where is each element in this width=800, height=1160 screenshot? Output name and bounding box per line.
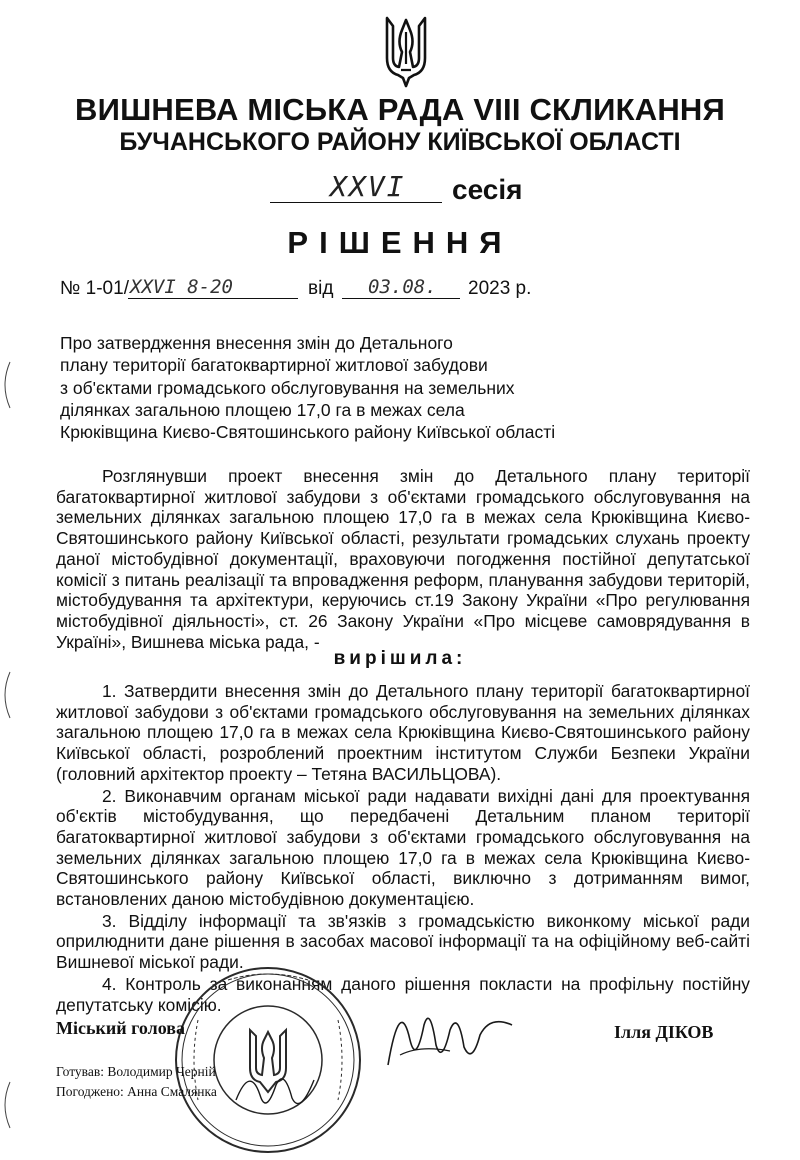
decision-subject bbox=[60, 332, 580, 443]
date-label: від bbox=[308, 278, 334, 299]
subject-line: Крюківщина Києво-Святошинського району Київської області bbox=[60, 422, 556, 443]
session-line bbox=[258, 170, 558, 210]
scan-mark bbox=[0, 360, 12, 410]
decision-item: 4. Контроль за виконанням даного рішення покласти на профільну постійну депутатську комісію. bbox=[56, 973, 750, 1015]
preamble-text: Розглянувши проект внесення змін до Детального плану території багатоквартирної житлової забудови з об'єктами громадського обслуговування на земельних ділянках загальною площею 17,0 га в межах села Крюківщина Києво-Святошинського району Київської області, результати громадських слухань проекту даної містобудівної документації, враховуючи погодження постійної депутатської комісії з питань реалізації та впровадження реформ, планування забудови територій, містобудування та архітектури, керуючись ст.19 Закону України «Про регулювання містобудівної діяльності», ст. 26 Закону України «Про місцеве самоврядування в Україні», Вишнева міська рада, - bbox=[56, 466, 750, 652]
year: 2023 р. bbox=[468, 278, 532, 299]
council-region: БУЧАНСЬКОГО РАЙОНУ КИЇВСЬКОЇ ОБЛАСТІ bbox=[119, 128, 681, 156]
date-handwritten: 03.08. bbox=[368, 276, 437, 298]
subject-line: Про затвердження внесення змін до Детального bbox=[60, 333, 453, 353]
number-underline bbox=[128, 298, 298, 299]
resolved-heading: вирішила: bbox=[333, 648, 467, 669]
mayor-signature bbox=[380, 985, 520, 1075]
document-title: РІШЕННЯ bbox=[287, 225, 513, 260]
preparer-signature bbox=[230, 1060, 320, 1120]
decision-items bbox=[56, 681, 750, 1016]
number-prefix: № 1-01/ bbox=[60, 278, 129, 299]
prepared-by: Готував: Володимир Черній bbox=[56, 1064, 216, 1079]
date-underline bbox=[342, 298, 460, 299]
subject-line: ділянках загальною площею 17,0 га в межах села bbox=[60, 399, 465, 420]
mayor-position: Міський голова bbox=[56, 1018, 185, 1038]
decision-item: 3. Відділу інформації та зв'язків з громадськістю виконкому міської ради оприлюднити дане рішення в засобах масової інформації та на офіційному веб-сайті Вишневої міської ради. bbox=[56, 910, 750, 973]
number-handwritten: XXVI 8-20 bbox=[130, 276, 233, 298]
scan-mark bbox=[0, 670, 12, 720]
decision-item: 2. Виконавчим органам міської ради надавати вихідні дані для проектування об'єктів містобудування, що передбачені Детальним планом території багатоквартирної житлової забудови з об'єктами громадського обслуговування на земельних ділянках загальною площею 17,0 га в межах села Крюківщина Києво-Святошинського району Київської області, виключно з дотриманням вимог, встановлених даною містобудівною документацією. bbox=[56, 785, 750, 910]
agreed-by: Погоджено: Анна Смалянка bbox=[56, 1084, 217, 1099]
mayor-name: Ілля ДІКОВ bbox=[614, 1022, 714, 1042]
preamble bbox=[56, 466, 750, 652]
session-label: сесія bbox=[452, 174, 523, 205]
subject-line: плану території багатоквартирної житлової забудови bbox=[60, 355, 488, 376]
session-number-handwritten: XXVI bbox=[330, 170, 406, 203]
decision-number-line bbox=[60, 278, 580, 308]
scan-mark bbox=[0, 1080, 12, 1130]
subject-line: з об'єктами громадського обслуговування на земельних bbox=[60, 377, 515, 398]
council-title: ВИШНЕВА МІСЬКА РАДА VIII СКЛИКАННЯ bbox=[75, 92, 725, 127]
decision-item: 1. Затвердити внесення змін до Детального плану території багатоквартирної житлової забудови з об'єктами громадського обслуговування на земельних ділянках загальною площею 17,0 га в межах села Крюківщина Києво-Святошинського району Київської області, розроблений проектним інститутом Служби Безпеки України (головний архітектор проекту – Тетяна ВАСИЛЬЦОВА). bbox=[56, 681, 750, 784]
trident-icon bbox=[383, 12, 429, 90]
